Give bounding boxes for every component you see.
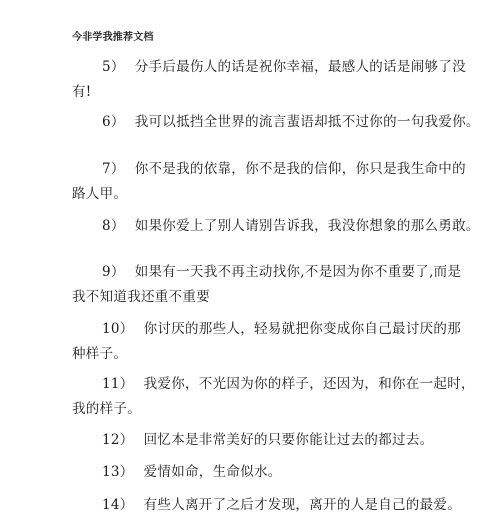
item-continuation: 路人甲。 bbox=[72, 186, 128, 202]
list-item bbox=[72, 110, 480, 135]
item-first-line bbox=[72, 493, 461, 518]
list-item bbox=[72, 157, 466, 207]
item-number: 7） bbox=[102, 161, 125, 177]
list-item bbox=[72, 460, 442, 485]
item-number: 13） bbox=[102, 464, 134, 480]
item-number: 9） bbox=[102, 264, 125, 280]
item-text: 回忆本是非常美好的只要你能让过去的都过去。 bbox=[143, 432, 434, 448]
item-first-line bbox=[72, 55, 466, 80]
item-number: 10） bbox=[102, 321, 134, 337]
item-first-line bbox=[72, 372, 475, 397]
item-number: 5） bbox=[102, 59, 125, 75]
item-text: 你讨厌的那些人，轻易就把你变成你自己最讨厌的那 bbox=[143, 321, 461, 337]
list-item bbox=[72, 55, 466, 105]
item-continuation: 我不知道我还重不重要 bbox=[72, 289, 210, 305]
item-first-line bbox=[72, 428, 442, 453]
list-item bbox=[72, 260, 462, 310]
item-continuation: 我的样子。 bbox=[72, 401, 141, 417]
item-text: 有些人离开了之后才发现，离开的人是自己的最爱。 bbox=[143, 497, 461, 513]
item-number: 6） bbox=[102, 114, 125, 130]
list-item bbox=[72, 428, 442, 453]
item-number: 14） bbox=[102, 497, 134, 513]
item-first-line bbox=[72, 110, 480, 135]
item-text: 如果有一天我不再主动找你,不是因为你不重要了,而是 bbox=[134, 264, 462, 280]
item-number: 8） bbox=[102, 218, 125, 234]
item-number: 12） bbox=[102, 432, 134, 448]
item-text: 你不是我的依靠，你不是我的信仰，你只是我生命中的 bbox=[134, 161, 466, 177]
item-text: 我爱你，不光因为你的样子，还因为，和你在一起时， bbox=[143, 376, 475, 392]
list-item bbox=[72, 372, 475, 422]
item-number: 11） bbox=[102, 376, 134, 392]
document-header: 今非学我推荐文档 bbox=[72, 32, 154, 43]
list-item bbox=[72, 214, 480, 239]
item-first-line bbox=[72, 460, 442, 485]
item-continuation: 种样子。 bbox=[72, 346, 128, 362]
item-text: 我可以抵挡全世界的流言蜚语却抵不过你的一句我爱你。 bbox=[134, 114, 480, 130]
item-first-line bbox=[72, 260, 462, 285]
item-first-line bbox=[72, 317, 461, 342]
list-item bbox=[72, 317, 461, 367]
item-continuation: 有! bbox=[72, 84, 92, 100]
item-first-line bbox=[72, 157, 466, 182]
item-text: 如果你爱上了别人请别告诉我，我没你想象的那么勇敢。 bbox=[134, 218, 480, 234]
list-item bbox=[72, 493, 461, 518]
item-text: 爱情如命，生命似水。 bbox=[143, 464, 282, 480]
item-first-line bbox=[72, 214, 480, 239]
item-text: 分手后最伤人的话是祝你幸福，最感人的话是闹够了没 bbox=[134, 59, 466, 75]
